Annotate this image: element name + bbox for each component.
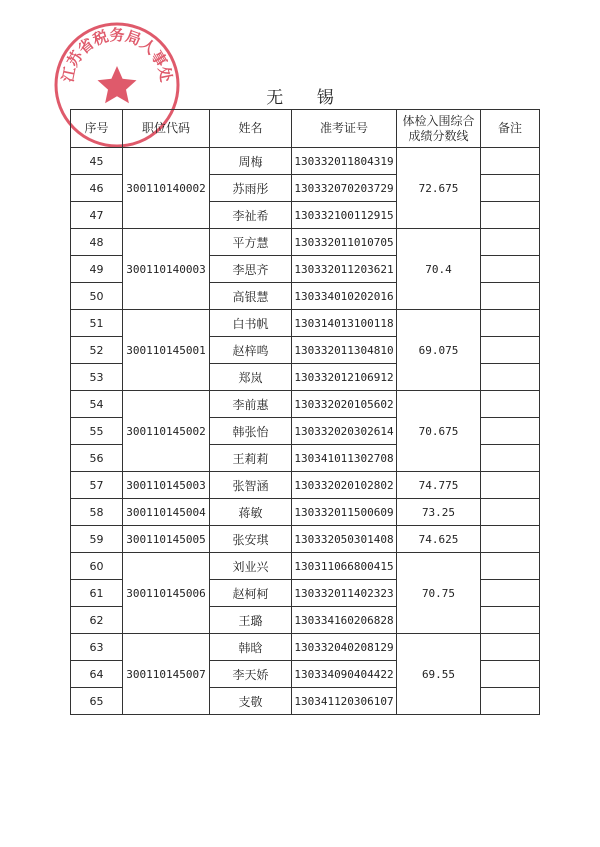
ticket-cell: 130332100112915 [292,202,397,229]
table-row [71,499,540,526]
remark-cell [481,148,540,175]
name-cell: 张安琪 [210,526,292,553]
svg-text:江苏省税务局人事处: 江苏省税务局人事处 [58,26,176,84]
header-seq: 序号 [71,110,123,148]
seq-cell: 48 [71,229,123,256]
header-name: 姓名 [210,110,292,148]
remark-cell [481,526,540,553]
seq-cell: 61 [71,580,123,607]
ticket-cell: 130332011010705 [292,229,397,256]
name-cell: 赵柯柯 [210,580,292,607]
post-code-cell: 300110145007 [123,634,210,715]
name-cell: 刘业兴 [210,553,292,580]
seq-cell: 50 [71,283,123,310]
table-row [71,229,540,256]
table-row [71,526,540,553]
post-code-cell: 300110145006 [123,553,210,634]
remark-cell [481,391,540,418]
remark-cell [481,688,540,715]
name-cell: 赵梓鸣 [210,337,292,364]
name-cell: 蒋敏 [210,499,292,526]
name-cell: 李前惠 [210,391,292,418]
seq-cell: 57 [71,472,123,499]
remark-cell [481,661,540,688]
score-cell: 72.675 [397,148,481,229]
table-row [71,634,540,661]
seq-cell: 45 [71,148,123,175]
seq-cell: 52 [71,337,123,364]
score-cell: 74.625 [397,526,481,553]
remark-cell [481,418,540,445]
table-row [71,472,540,499]
name-cell: 王璐 [210,607,292,634]
seq-cell: 64 [71,661,123,688]
score-cell: 69.075 [397,310,481,391]
ticket-cell: 130311066800415 [292,553,397,580]
ticket-cell: 130334010202016 [292,283,397,310]
post-code-cell: 300110140003 [123,229,210,310]
ticket-cell: 130332020102802 [292,472,397,499]
seq-cell: 49 [71,256,123,283]
ticket-cell: 130332020302614 [292,418,397,445]
name-cell: 韩晗 [210,634,292,661]
post-code-cell: 300110145005 [123,526,210,553]
candidate-table [70,109,540,715]
remark-cell [481,553,540,580]
ticket-cell: 130341120306107 [292,688,397,715]
score-cell: 70.75 [397,553,481,634]
table-header-row [71,110,540,148]
header-post-code: 职位代码 [123,110,210,148]
seq-cell: 54 [71,391,123,418]
score-cell: 70.4 [397,229,481,310]
name-cell: 李思齐 [210,256,292,283]
name-cell: 韩张怡 [210,418,292,445]
seq-cell: 51 [71,310,123,337]
table-row [71,148,540,175]
remark-cell [481,580,540,607]
table-row [71,391,540,418]
seq-cell: 47 [71,202,123,229]
name-cell: 张智涵 [210,472,292,499]
seq-cell: 55 [71,418,123,445]
table-row [71,310,540,337]
seq-cell: 65 [71,688,123,715]
remark-cell [481,445,540,472]
ticket-cell: 130332011304810 [292,337,397,364]
seq-cell: 58 [71,499,123,526]
score-cell: 69.55 [397,634,481,715]
table-row [71,553,540,580]
score-cell: 70.675 [397,391,481,472]
page-title: 无 锡 [266,88,348,108]
score-cell: 74.775 [397,472,481,499]
name-cell: 王莉莉 [210,445,292,472]
ticket-cell: 130341011302708 [292,445,397,472]
remark-cell [481,472,540,499]
ticket-cell: 130314013100118 [292,310,397,337]
post-code-cell: 300110145002 [123,391,210,472]
remark-cell [481,175,540,202]
name-cell: 李天娇 [210,661,292,688]
remark-cell [481,337,540,364]
name-cell: 郑岚 [210,364,292,391]
name-cell: 平方慧 [210,229,292,256]
seq-cell: 59 [71,526,123,553]
post-code-cell: 300110145003 [123,472,210,499]
name-cell: 高银慧 [210,283,292,310]
header-score: 体检入围综合成绩分数线 [397,110,481,148]
remark-cell [481,499,540,526]
name-cell: 白书帆 [210,310,292,337]
remark-cell [481,364,540,391]
post-code-cell: 300110145001 [123,310,210,391]
seq-cell: 53 [71,364,123,391]
ticket-cell: 130332020105602 [292,391,397,418]
remark-cell [481,634,540,661]
seq-cell: 60 [71,553,123,580]
ticket-cell: 130334160206828 [292,607,397,634]
name-cell: 李祉希 [210,202,292,229]
name-cell: 支敬 [210,688,292,715]
remark-cell [481,310,540,337]
post-code-cell: 300110140002 [123,148,210,229]
name-cell: 周梅 [210,148,292,175]
ticket-cell: 130332040208129 [292,634,397,661]
remark-cell [481,256,540,283]
ticket-cell: 130332011402323 [292,580,397,607]
header-remark: 备注 [481,110,540,148]
header-ticket: 准考证号 [292,110,397,148]
ticket-cell: 130332011804319 [292,148,397,175]
ticket-cell: 130332070203729 [292,175,397,202]
ticket-cell: 130332012106912 [292,364,397,391]
ticket-cell: 130332050301408 [292,526,397,553]
seq-cell: 56 [71,445,123,472]
name-cell: 苏雨彤 [210,175,292,202]
ticket-cell: 130332011500609 [292,499,397,526]
score-cell: 73.25 [397,499,481,526]
ticket-cell: 130332011203621 [292,256,397,283]
seq-cell: 63 [71,634,123,661]
ticket-cell: 130334090404422 [292,661,397,688]
seq-cell: 46 [71,175,123,202]
remark-cell [481,283,540,310]
remark-cell [481,607,540,634]
seq-cell: 62 [71,607,123,634]
remark-cell [481,202,540,229]
post-code-cell: 300110145004 [123,499,210,526]
remark-cell [481,229,540,256]
